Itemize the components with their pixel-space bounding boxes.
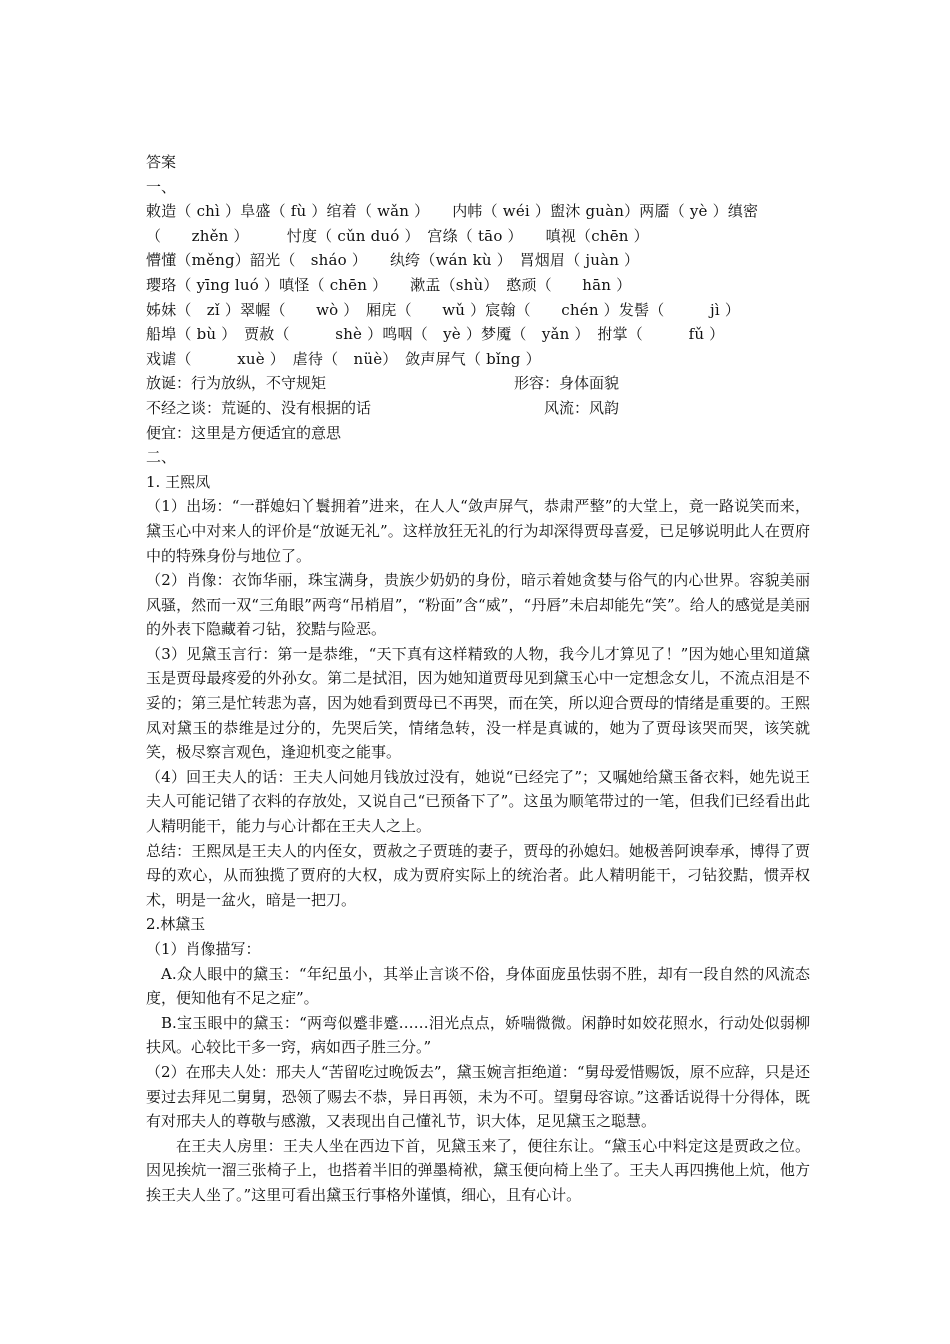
definition-left: 不经之谈：荒诞的、没有根据的话 <box>146 398 372 417</box>
section-1-label: 一、 <box>146 177 177 196</box>
wang-xifeng-title: 1. 王熙凤 <box>146 472 211 491</box>
definition-left: 放诞：行为放纵，不守规矩 <box>146 374 327 393</box>
pinyin-line: 姊妹（ zǐ ）翠幄（ wò ） 厢庑（ wǔ ）宸翰（ chén ）发髻（ jì ） <box>146 300 741 319</box>
lin-xing-furen: （2）在邢夫人处：邢夫人“苦留吃过晚饭去”，黛玉婉言拒绝道：“舅母爱惜赐饭，原不应辞，只是还要过去拜见二舅舅，恐领了赐去不恭，异日再领，未为不可。望舅母容谅。”这番话说得十分得体，既有对邢夫人的尊敬与感激，又表现出自己懂礼节，识大体，足见黛玉之聪慧。 <box>146 1062 810 1131</box>
pinyin-line: 船埠（ bù ） 贾赦（ shè ）鸣咽（ yè ）梦魇（ yǎn ） 拊掌（ fǔ ） <box>146 325 725 344</box>
wang-paragraph: （3）见黛玉言行：第一是恭维，“天下真有这样精致的人物，我今儿才算见了！”因为她心里知道黛玉是贾母最疼爱的外孙女。第二是拭泪，因为她知道贾母见到黛玉心中一定想念女儿，不流点泪是不妥的；第三是忙转悲为喜，因为她看到贾母已不再哭，而在笑，所以迎合贾母的情绪是重要的。王熙凤对黛玉的恭维是过分的，先哭后笑，情绪急转，没一样是真诚的，她为了贾母该哭而哭，该笑就笑，极尽察言观色，逢迎机变之能事。 <box>146 644 810 762</box>
wang-paragraph: （1）出场：“一群媳妇丫鬟拥着”进来，在人人“敛声屏气，恭肃严整”的大堂上，竟一路说笑而来，黛玉心中对来人的评价是“放诞无礼”。这样放狂无礼的行为却深得贾母喜爱，已足够说明此人在贾府中的特殊身份与地位了。 <box>146 497 810 565</box>
pinyin-line: 懵懂（měng）韶光（ sháo ） 纨绔（wán kù ） 罥烟眉（ juàn ） <box>146 251 640 270</box>
wang-paragraph: （2）肖像：衣饰华丽，珠宝满身，贵族少奶奶的身份，暗示着她贪婪与俗气的内心世界。容貌美丽风骚，然而一双“三角眼”两弯“吊梢眉”，“粉面”含“威”，“丹唇”未启却能先“笑”。给人的感觉是美丽的外表下隐藏着刁钻，狡黠与险恶。 <box>146 571 810 639</box>
pinyin-block <box>146 199 810 371</box>
answer-document <box>146 150 810 1208</box>
lin-portrait-b: B.宝玉眼中的黛玉：“两弯似蹙非蹙……泪光点点，娇喘微微。闲静时如姣花照水，行动处似弱柳扶风。心较比干多一窍，病如西子胜三分。” <box>146 1013 810 1057</box>
section-2-label: 二、 <box>146 448 177 467</box>
lin-portrait-a: A.众人眼中的黛玉：“年纪虽小，其举止言谈不俗，身体面庞虽怯弱不胜，却有一段自然的风流态度，便知他有不足之症”。 <box>146 964 810 1008</box>
pinyin-line: （ zhěn ） 忖度（ cǔn duó ） 宫绦（ tāo ） 嗔视（chēn ） <box>146 226 649 245</box>
answer-heading: 答案 <box>146 153 177 171</box>
lin-portrait-subtitle: （1）肖像描写： <box>146 940 261 958</box>
definition-row <box>146 371 810 396</box>
lin-daiyu-title: 2.林黛玉 <box>146 915 206 934</box>
wang-paragraph: （4）回王夫人的话：王夫人问她月钱放过没有，她说“已经完了”；又嘱她给黛玉备衣料，她先说王夫人可能记错了衣料的存放处，又说自己“已预备下了”。这虽为顺笔带过的一笔，但我们已经看出此人精明能干，能力与心计都在王夫人之上。 <box>146 767 810 836</box>
pinyin-line: 戏谑（ xuè ） 虐待（ nüè） 敛声屏气（ bǐng ） <box>146 349 541 368</box>
definition-extra: 便宜：这里是方便适宜的意思 <box>146 423 342 442</box>
definition-row <box>146 396 810 421</box>
definition-right: 形容：身体面貌 <box>514 374 620 393</box>
wang-summary: 总结：王熙凤是王夫人的内侄女，贾赦之子贾琏的妻子，贾母的孙媳妇。她极善阿谀奉承，博得了贾母的欢心，从而独揽了贾府的大权，成为贾府实际上的统治者。此人精明能干，刁钻狡黠，惯弄权术，明是一盆火，暗是一把刀。 <box>146 841 810 909</box>
pinyin-line: 敕造（ chì ）阜盛（ fù ）绾着（ wǎn ） 内帏（ wéi ）盥沐 guàn）两靥（ yè ）缜密 <box>146 202 759 221</box>
pinyin-line: 璎珞（ yīng luó ）嗔怪（ chēn ） 漱盂（shù） 憨顽（ hān ） <box>146 275 632 294</box>
lin-wang-furen-room: 在王夫人房里：王夫人坐在西边下首，见黛玉来了，便往东让。“黛玉心中料定这是贾政之位。因见挨炕一溜三张椅子上，也搭着半旧的弹墨椅袱，黛玉便向椅上坐了。王夫人再四携他上炕，他方挨王夫人坐了。”这里可看出黛玉行事格外谨慎，细心，且有心计。 <box>146 1136 810 1204</box>
definition-right: 风流：风韵 <box>514 398 620 417</box>
